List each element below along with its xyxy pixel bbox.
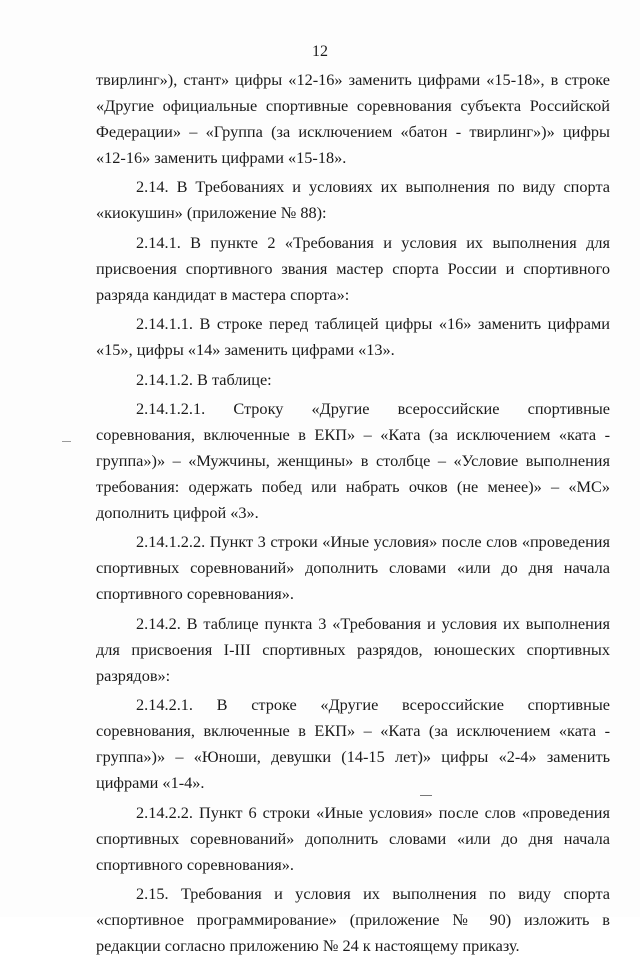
paragraph-2-14-1: 2.14.1. В пункте 2 «Требования и условия их выполнения для присвоения спортивного звания мастер спорта России и спортивного разряда кандидат в мастера спорта»: — [96, 232, 610, 304]
paragraph-2-14-1-1: 2.14.1.1. В строке перед таблицей цифры «16» заменить цифрами «15», цифры «14» заменить цифрами «13». — [96, 314, 610, 360]
paragraph-2-14-1-2-2: 2.14.1.2.2. Пункт 3 строки «Иные условия» после слов «проведения спортивных соревнований» дополнить словами «или до дня начала спортивного соревнования». — [96, 532, 610, 604]
paragraph-2-14-1-2: 2.14.1.2. В таблице: — [136, 369, 272, 389]
page-number: 12 — [312, 43, 328, 60]
paragraph-1: твирлинг»), стант» цифры «12-16» заменить цифрами «15-18», в строке «Другие официальные спортивные соревнования субъекта Российской Федерации» – «Группа (за исключением «батон - твирлинг»)» цифры «12-16» заменить цифрами «15-18». — [96, 70, 610, 167]
paragraph-2-14-2-1: 2.14.2.1. В строке «Другие всероссийские спортивные соревнования, включенные в ЕКП» – «Ката (за исключением «ката - группа»)» – «Юноши, девушки (14-15 лет)» цифры «2-4» заменить цифрами «1-4». — [96, 695, 610, 793]
paragraph-2-14-2: 2.14.2. В таблице пункта 3 «Требования и условия их выполнения для присвоения I-III спортивных разрядов, юношеских спортивных разрядов»: — [96, 613, 610, 685]
scan-mark-bottom — [420, 795, 432, 796]
paragraph-2-14: 2.14. В Требованиях и условиях их выполнения по виду спорта «киокушин» (приложение № 88): — [96, 177, 610, 223]
scan-mark-left — [62, 441, 71, 442]
paragraph-2-15: 2.15. Требования и условия их выполнения по виду спорта «спортивное программирование» (приложение № 90) изложить в редакции согласно приложению № 24 к настоящему приказу. — [96, 883, 610, 955]
document-body — [96, 67, 610, 962]
paragraph-2-14-1-2-1: 2.14.1.2.1. Строку «Другие всероссийские спортивные соревнования, включенные в ЕКП» – «Ката (за исключением «ката - группа»)» – «Мужчины, женщины» в столбце – «Условие выполнения требования: одержать побед или набрать очков (не менее)» – «МС» дополнить цифрой «3». — [96, 398, 610, 522]
paragraph-2-14-2-2: 2.14.2.2. Пункт 6 строки «Иные условия» после слов «проведения спортивных соревнований» дополнить словами «или до дня начала спортивного соревнования». — [96, 802, 610, 874]
